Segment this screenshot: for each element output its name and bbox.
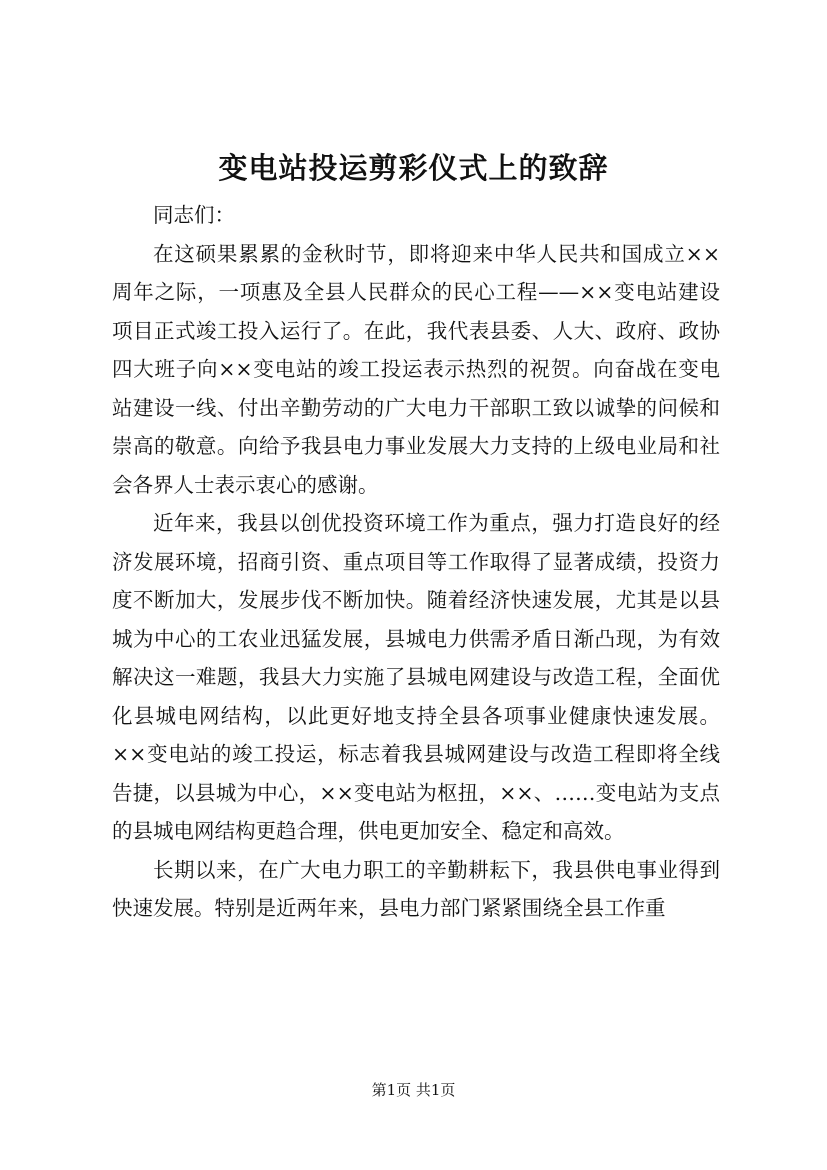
paragraph-3: 长期以来，在广大电力职工的辛勤耕耘下，我县供电事业得到快速发展。特别是近两年来，县电力部门紧紧围绕全县工作重 — [112, 857, 720, 920]
salutation: 同志们： — [153, 203, 235, 227]
paragraph-1: 在这硕果累累的金秋时节，即将迎来中华人民共和国成立××周年之际，一项惠及全县人民群众的民心工程——××变电站建设项目正式竣工投入运行了。在此，我代表县委、人大、政府、政协四大班子向××变电站的竣工投运表示热烈的祝贺。向奋战在变电站建设一线、付出辛勤劳动的广大电力干部职工致以诚挚的问候和崇高的敬意。向给予我县电力事业发展大力支持的上级电业局和社会各界人士表示衷心的感谢。 — [112, 241, 720, 497]
document-body — [112, 196, 720, 928]
document-title: 变电站投运剪彩仪式上的致辞 — [218, 151, 609, 185]
page-footer: 第1页 共1页 — [371, 1081, 456, 1099]
paragraph-2: 近年来，我县以创优投资环境工作为重点，强力打造良好的经济发展环境，招商引资、重点项目等工作取得了显著成绩，投资力度不断加大，发展步伐不断加快。随着经济快速发展，尤其是以县城为中心的工农业迅猛发展，县城电力供需矛盾日渐凸现，为有效解决这一难题，我县大力实施了县城电网建设与改造工程，全面优化县城电网结构，以此更好地支持全县各项事业健康快速发展。××变电站的竣工投运，标志着我县城网建设与改造工程即将全线告捷，以县城为中心，××变电站为枢扭，××、……变电站为支点的县城电网结构更趋合理，供电更加安全、稳定和高效。 — [112, 511, 720, 843]
